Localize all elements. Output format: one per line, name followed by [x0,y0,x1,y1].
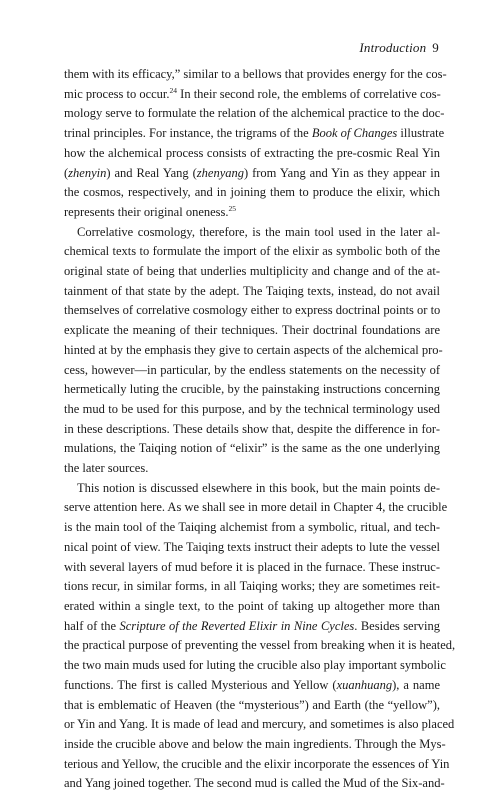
text-segment: original state of being that underlies multiplicity and change and of the at- [64,264,440,279]
text-segment: tainment of that state by the adept. The Taiqing texts, instead, do not avail [64,283,440,298]
text-segment: chemical texts to formulate the import of the elixir as symbolic both of the [64,244,440,259]
text-line [64,676,440,696]
footnote-marker: 25 [228,203,237,213]
text-line [64,124,445,144]
text-segment: ), a name [392,677,440,692]
text-segment: the two main muds used for luting the crucible also play important symbolic [64,658,446,673]
text-segment: serve attention here. As we shall see in more detail in Chapter 4, the crucible [64,500,448,515]
text-line [64,420,440,440]
text-segment: nical point of view. The Taiqing texts instruct their adepts to lute the vessel [64,539,440,554]
text-line [64,755,450,775]
text-segment: tions recur, in similar forms, in all Taiqing works; they are sometimes reit- [64,579,440,594]
text-line [64,361,440,381]
text-segment: . Besides serving [354,618,440,633]
text-segment: inside the crucible above and below the main ingredients. Through the Mys- [64,736,446,751]
text-line [64,301,440,321]
italic-term: xuanhuang [336,677,393,692]
text-line [64,321,440,341]
text-segment: erated within a single text, to the point of taking up altogether more than [64,598,440,613]
text-segment: explicate the meaning of their techniques. Their doctrinal foundations are [64,323,440,338]
text-line [64,380,440,400]
text-line [64,85,440,105]
text-segment: Correlative cosmology, therefore, is the main tool used in the later al- [77,224,440,239]
text-segment: or Yin and Yang. It is made of lead and mercury, and sometimes is also placed [64,717,455,732]
text-line [64,577,440,597]
text-segment: represents their original oneness. [64,204,229,219]
text-line [64,183,440,203]
text-line [64,242,440,262]
italic-term: Scripture of the Reverted Elixir in Nine Cycles [119,618,355,633]
text-line [64,518,440,538]
text-segment: that is emblematic of Heaven (the “mysterious”) and Earth (the “yellow”), [64,697,440,712]
text-segment: mulations, the Taiqing notion of “elixir” is the same as the one underlying [64,441,440,456]
text-line [64,617,440,637]
text-segment: trinal principles. For instance, the trigrams of the [64,126,312,141]
text-segment: and Yang joined together. The second mud is called the Mud of the Six-and- [64,776,445,791]
text-segment: ) from Yang and Yin as they appear in [244,165,440,180]
text-line [64,65,447,85]
text-line [64,262,440,282]
text-line [64,223,440,243]
text-segment: in these descriptions. These details show that, despite the difference in for- [64,421,440,436]
running-head [359,40,439,56]
text-segment: ( [64,165,69,180]
text-segment: the later sources. [64,461,149,476]
text-segment: terious and Yellow, the crucible and the elixir incorporate the essences of Yin [64,756,450,771]
text-segment: themselves of correlative cosmology either to express doctrinal points or to [64,303,441,318]
text-line [64,400,440,420]
text-line [64,282,440,302]
page-number: 9 [432,40,439,55]
text-segment: This notion is discussed elsewhere in this book, but the main points de- [77,480,440,495]
text-segment: the mud to be used for this purpose, and by the technical terminology used [64,401,440,416]
text-line [64,597,440,617]
text-segment: the practical purpose of preventing the vessel from breaking when it is heated, [64,638,456,653]
text-line [64,104,445,124]
text-segment: cess, however—in particular, by the endless statements on the necessity of [64,362,440,377]
text-line [64,341,443,361]
text-segment: the cosmos, respectively, and in joining them to produce the elixir, which [64,185,440,200]
text-segment: functions. The first is called Mysterious and Yellow ( [64,677,337,692]
text-line [64,636,456,656]
text-segment: ) and Real Yang ( [106,165,197,180]
running-head-title: Introduction [359,40,427,55]
text-line [64,735,446,755]
text-line [64,203,440,223]
text-segment: hermetically luting the crucible, by the painstaking instructions concerning [64,382,440,397]
text-segment: mology serve to formulate the relation of the alchemical practice to the doc- [64,106,445,121]
text-line [64,558,440,578]
text-line [64,144,440,164]
text-line [64,538,440,558]
text-line [64,164,440,184]
italic-term: Book of Changes [311,126,398,141]
text-segment: hinted at by the emphasis they give to certain aspects of the alchemical pro- [64,342,443,357]
text-segment: is the main tool of the Taiqing alchemist from a symbolic, ritual, and tech- [64,520,440,535]
body-text [64,65,456,794]
footnote-marker: 24 [169,85,178,95]
text-segment: In their second role, the emblems of correlative cos- [177,86,441,101]
text-segment: with several layers of mud before it is placed in the furnace. These instruc- [64,559,440,574]
text-line [64,774,445,794]
text-line [64,715,455,735]
text-line [64,459,440,479]
text-segment: mic process to occur. [64,86,170,101]
text-line [64,498,448,518]
italic-term: zhenyin [68,165,107,180]
text-line [64,479,440,499]
text-line [64,439,440,459]
text-segment: half of the [64,618,120,633]
text-segment: illustrate [397,126,445,141]
italic-term: zhenyang [196,165,244,180]
text-line [64,696,440,716]
text-segment: how the alchemical process consists of extracting the pre-cosmic Real Yin [64,145,440,160]
text-segment: them with its efficacy,” similar to a bellows that provides energy for the cos- [64,67,447,81]
text-line [64,656,446,676]
